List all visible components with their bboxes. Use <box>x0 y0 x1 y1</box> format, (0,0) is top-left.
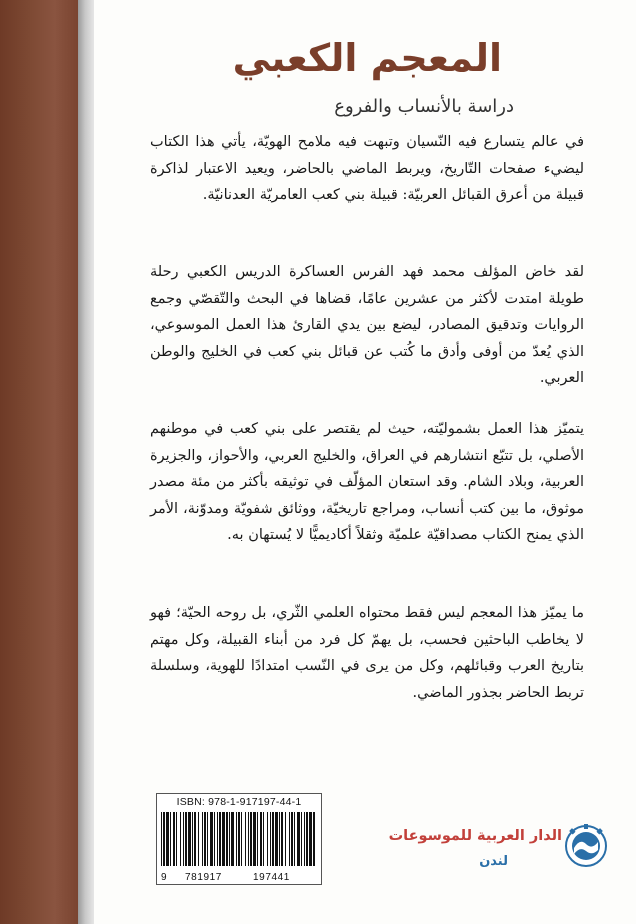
book-spine <box>0 0 78 924</box>
isbn-label: ISBN: 978-1-917197-44-1 <box>176 796 302 808</box>
barcode-bars <box>161 812 317 866</box>
publisher-city: لندن <box>479 854 508 869</box>
isbn-barcode <box>156 793 322 885</box>
book-subtitle: دراسة بالأنساب والفروع <box>334 96 514 117</box>
blurb-paragraph-4: ما يميّز هذا المعجم ليس فقط محتواه العلمي الثّري، بل روحه الحيّة؛ فهو لا يخاطب الباحثين فحسب، بل يهمّ كل فرد من أبناء القبيلة، وكل مهتم بتاريخ العرب وقبائلهم، وكل من يرى في النّسب امتدادًا للهوية، وسلسلة تربط الحاضر بجذور الماضي. <box>150 605 584 701</box>
barcode-digits-right: 197441 <box>253 872 290 883</box>
publisher-mark <box>372 822 608 880</box>
publisher-logo-icon <box>564 824 608 868</box>
barcode-digits-left: 781917 <box>185 872 222 883</box>
barcode-digit-first: 9 <box>161 872 167 883</box>
publisher-name: الدار العربية للموسوعات <box>388 828 562 844</box>
blurb-paragraph-1: في عالم يتسارع فيه النّسيان وتبهت فيه ملامح الهويّة، يأتي هذا الكتاب ليضيء صفحات التّاريخ، ويربط الماضي بالحاضر، ويعيد الاعتبار لذاكرة قبيلة من أعرق القبائل العربيّة: قبيلة بني كعب العامريّة العدنانيّة. <box>150 134 584 203</box>
blurb-paragraph-3: يتميّز هذا العمل بشموليّته، حيث لم يقتصر على بني كعب في موطنهم الأصلي، بل تتبّع انتشارهم في العراق، والخليج العربي، والأحواز، والجزيرة العربية، وبلاد الشام. وقد استعان المؤلّف في توثيقه بأكثر من مئة مصدر موثوق، ما بين كتب أنساب، ومراجع تاريخيّة، ووثائق شفويّة ومدوّنة، الأمر الذي يمنح الكتاب مصداقيّة علميّة وثقلاً أكاديميًّا لا يُستهان به. <box>150 421 584 543</box>
blurb-paragraph-2: لقد خاض المؤلف محمد فهد الفرس العساكرة الدريس الكعبي رحلة طويلة امتدت لأكثر من عشرين عامًا، قضاها في البحث والتّقصّي وجمع الروايات وتدقيق المصادر، ليضع بين يدي القارئ هذا العمل الموسوعي، الذي يُعدّ من أوفى وأدق ما كُتب عن قبائل بني كعب في الخليج والوطن العربي. <box>150 264 584 386</box>
spine-edge-shadow <box>78 0 94 924</box>
book-title: المعجم الكعبي <box>232 36 502 80</box>
